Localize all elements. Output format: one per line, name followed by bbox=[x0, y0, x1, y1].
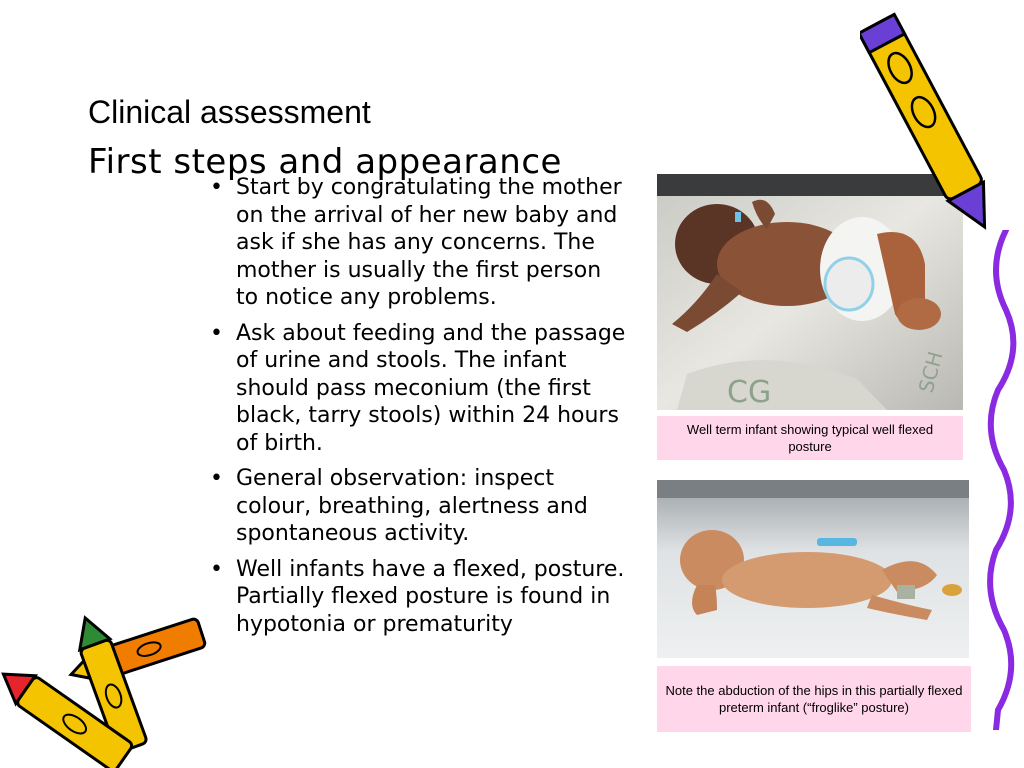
bullet-text: Ask about feeding and the passage of urine and stools. The infant should pass meconium (the first black, tarry stools) within 24 hours of birth. bbox=[236, 320, 626, 456]
svg-text:CG: CG bbox=[727, 375, 772, 410]
crayon-top-right-icon bbox=[860, 0, 1000, 245]
bullet-dot: • bbox=[210, 466, 223, 491]
bullet-item bbox=[210, 465, 630, 548]
svg-text:SCH: SCH bbox=[913, 348, 948, 396]
wavy-border-icon bbox=[976, 230, 1024, 730]
bullet-text: General observation: inspect colour, breathing, alertness and spontaneous activity. bbox=[236, 466, 588, 546]
bullet-dot: • bbox=[210, 556, 223, 582]
bullet-dot: • bbox=[210, 175, 223, 200]
bullet-list bbox=[210, 174, 630, 646]
preterm-infant-caption: Note the abduction of the hips in this partially flexed preterm infant (“froglike” posture) bbox=[657, 666, 971, 732]
bullet-dot: • bbox=[210, 320, 223, 346]
slide-subtitle: First steps and appearance bbox=[88, 142, 562, 182]
crayons-bottom-left-icon bbox=[0, 612, 210, 768]
term-infant-caption: Well term infant showing typical well flexed posture bbox=[657, 416, 963, 460]
bullet-text: Start by congratulating the mother on the arrival of her new baby and ask if she has any concerns. The mother is usually the first person to notice any problems. bbox=[236, 175, 622, 310]
bullet-item bbox=[210, 320, 630, 458]
bullet-item bbox=[210, 174, 630, 312]
slide-title: Clinical assessment bbox=[88, 94, 371, 130]
bullet-text: Well infants have a flexed, posture. Partially flexed posture is found in hypotonia or prematurity bbox=[236, 556, 625, 637]
bullet-item bbox=[210, 556, 630, 639]
preterm-infant-photo bbox=[657, 480, 969, 658]
